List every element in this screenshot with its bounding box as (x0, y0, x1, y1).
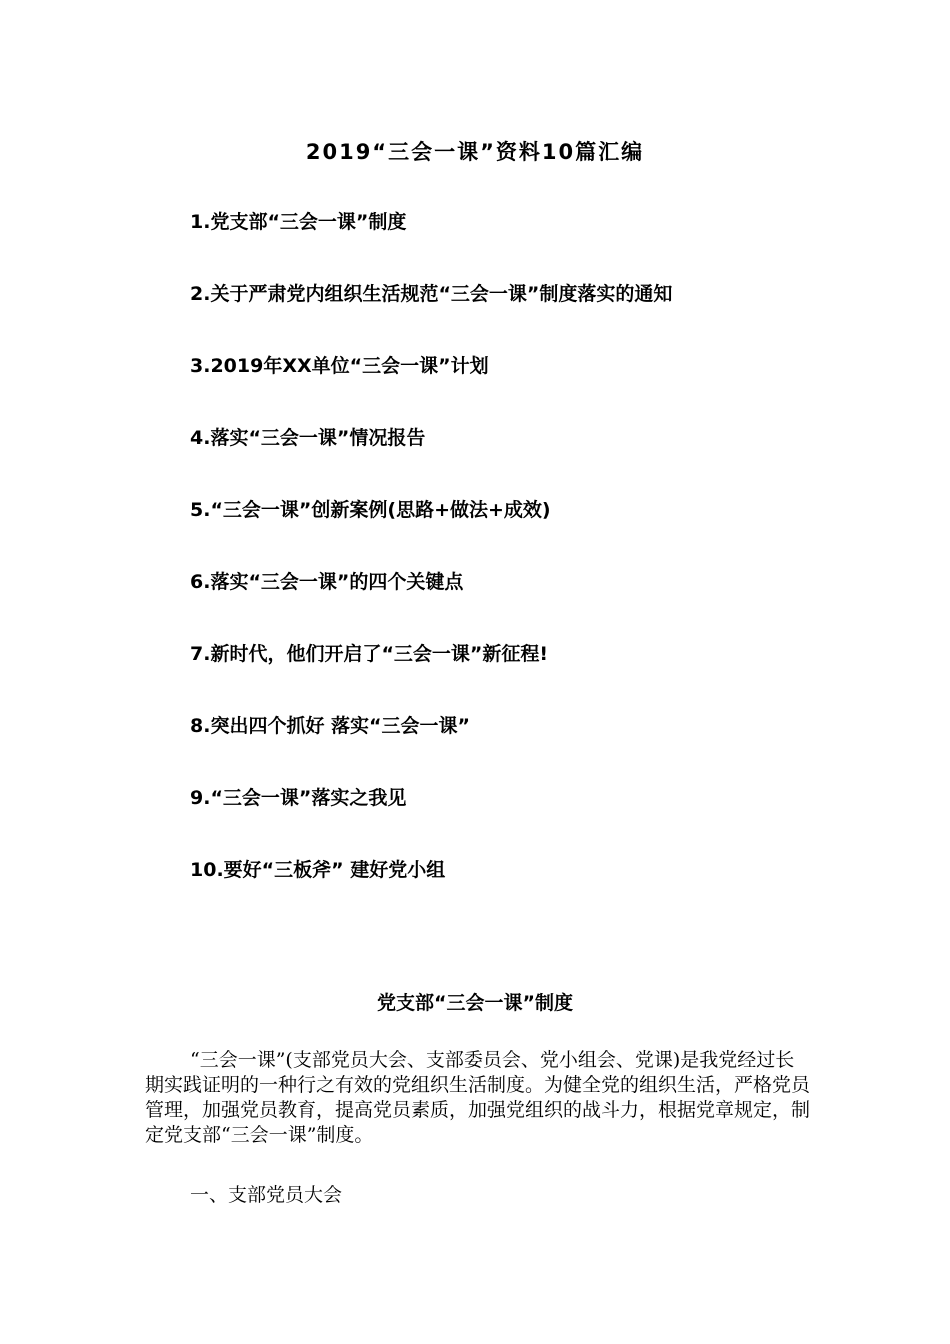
section-title: 党支部“三会一课”制度 (377, 992, 573, 1014)
toc-item: 5.“三会一课”创新案例(思路+做法+成效) (190, 499, 551, 521)
toc-item: 6.落实“三会一课”的四个关键点 (190, 571, 464, 593)
toc-item: 1.党支部“三会一课”制度 (190, 211, 407, 233)
toc-item: 2.关于严肃党内组织生活规范“三会一课”制度落实的通知 (190, 283, 673, 305)
body-paragraph: “三会一课”(支部党员大会、支部委员会、党小组会、党课)是我党经过长期实践证明的一种行之有效的党组织生活制度。为健全党的组织生活，严格党员管理，加强党员教育，提高党员素质，加强党组织的战斗力，根据党章规定，制定党支部“三会一课”制度。 (145, 1049, 811, 1146)
toc-item: 4.落实“三会一课”情况报告 (190, 427, 426, 449)
table-of-contents (190, 208, 672, 928)
toc-item: 3.2019年XX单位“三会一课”计划 (190, 355, 489, 377)
toc-item: 10.要好“三板斧” 建好党小组 (190, 859, 446, 881)
toc-item: 9.“三会一课”落实之我见 (190, 787, 407, 809)
document-title: 2019“三会一课”资料10篇汇编 (305, 140, 645, 164)
toc-item: 7.新时代，他们开启了“三会一课”新征程! (190, 643, 549, 665)
toc-item: 8.突出四个抓好 落实“三会一课” (190, 715, 471, 737)
section-heading: 一、支部党员大会 (190, 1184, 343, 1206)
